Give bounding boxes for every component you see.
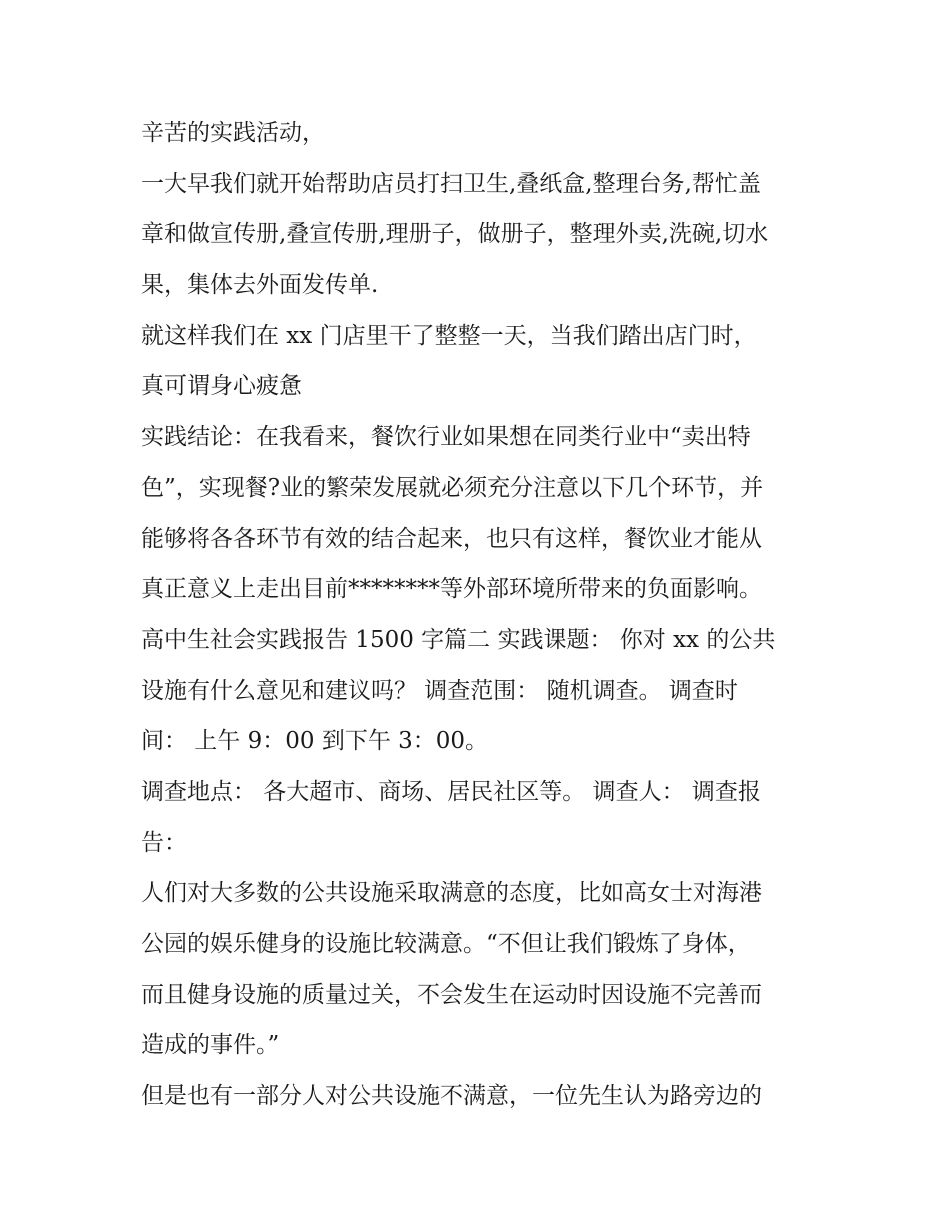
- text-line: 调查地点： 各大超市、商场、居民社区等。 调查人： 调查报: [141, 778, 761, 805]
- text-line: 高中生社会实践报告 1500 字篇二 实践课题： 你对 xx 的公共: [141, 626, 776, 653]
- text-line: 间： 上午 9：00 到下午 3：00。: [141, 728, 489, 755]
- text-line: 人们对大多数的公共设施采取满意的态度，比如高女士对海港: [141, 880, 762, 907]
- text-line: 造成的事件。”: [141, 1032, 280, 1059]
- text-line: 辛苦的实践活动，: [141, 120, 325, 146]
- text-line: 果，集体去外面发传单.: [141, 272, 379, 299]
- text-line: 而且健身设施的质量过关，不会发生在运动时因设施不完善而: [141, 981, 762, 1008]
- text-line: 实践结论：在我看来，餐饮行业如果想在同类行业中“卖出特: [141, 424, 751, 451]
- text-line: 但是也有一部分人对公共设施不满意，一位先生认为路旁边的: [141, 1083, 762, 1110]
- text-line: 色”，实现餐?业的繁荣发展就必须充分注意以下几个环节，并: [141, 474, 764, 501]
- text-line: 一大早我们就开始帮助店员打扫卫生,叠纸盒,整理台务,帮忙盖: [141, 170, 761, 197]
- text-line: 能够将各各环节有效的结合起来，也只有这样，餐饮业才能从: [141, 525, 762, 552]
- text-line: 公园的娱乐健身的设施比较满意。“不但让我们锻炼了身体，: [141, 931, 751, 957]
- text-line: 告：: [141, 829, 187, 856]
- text-line: 真正意义上走出目前********等外部环境所带来的负面影响。: [141, 576, 762, 603]
- text-line: 设施有什么意见和建议吗？ 调查范围： 随机调查。 调查时: [141, 677, 738, 704]
- document-body: [141, 108, 813, 1122]
- text-line: 真可谓身心疲惫: [141, 373, 302, 400]
- text-line: 章和做宣传册,叠宣传册,理册子，做册子，整理外卖,洗碗,切水: [141, 221, 769, 248]
- text-line: 就这样我们在 xx 门店里干了整整一天，当我们踏出店门时，: [141, 322, 757, 349]
